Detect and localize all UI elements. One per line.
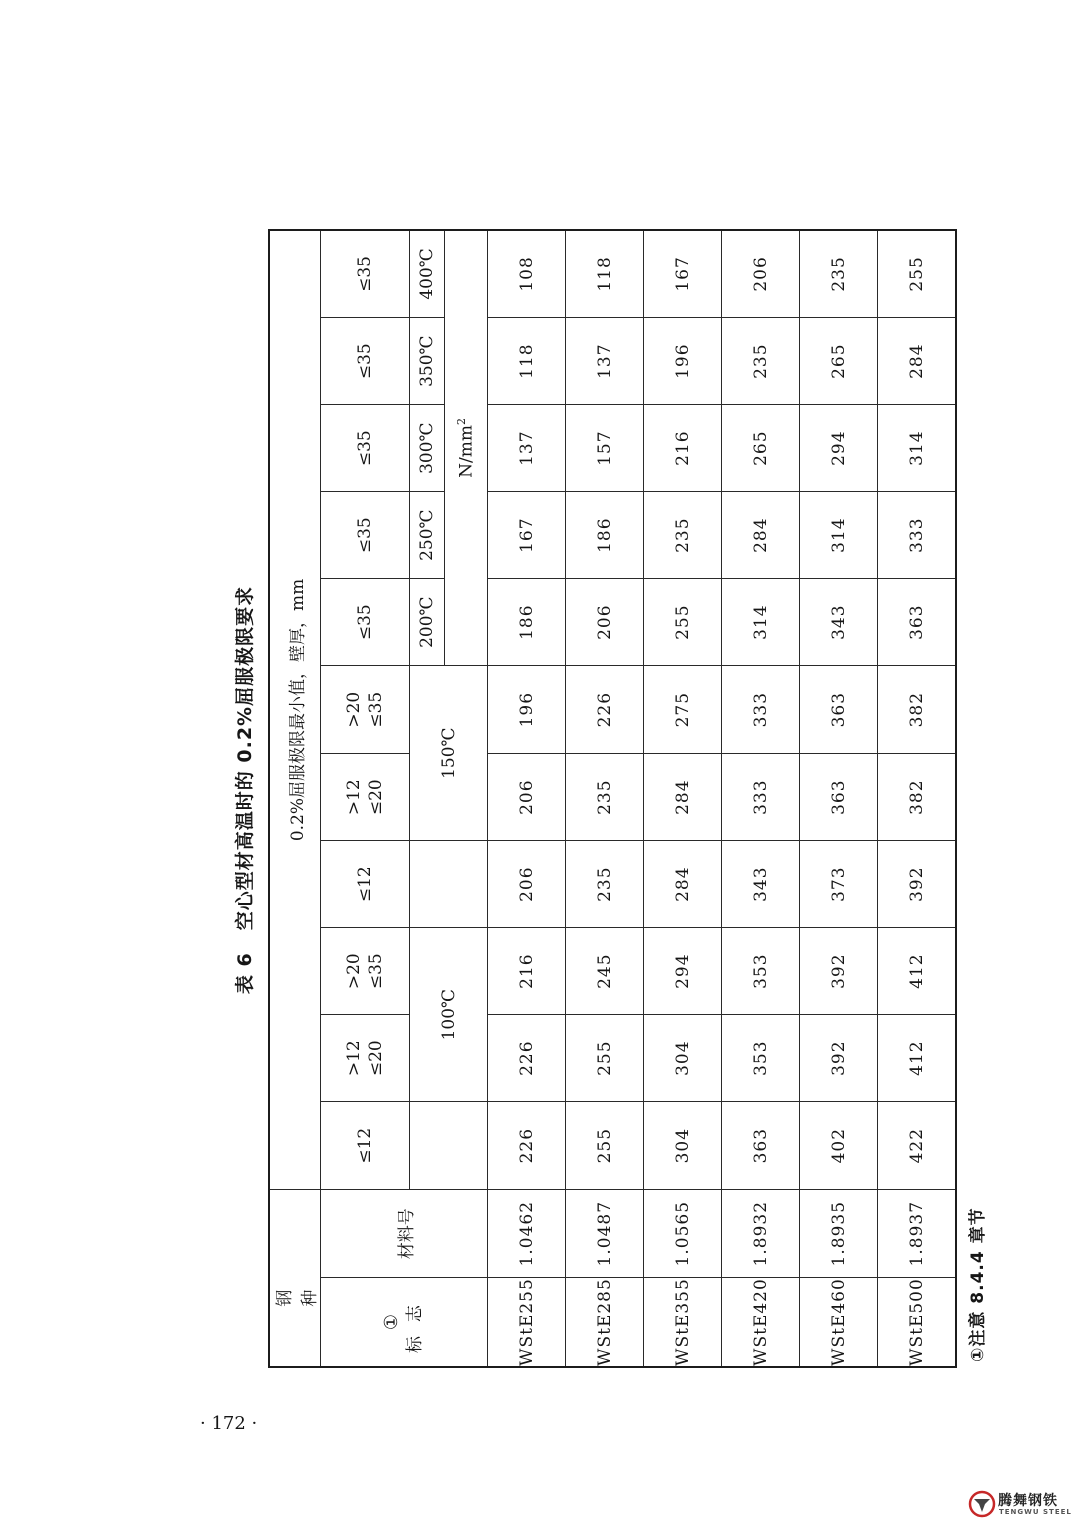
thickness-cell <box>321 1015 410 1102</box>
value-cell: 294 <box>800 405 878 492</box>
table-caption <box>230 190 257 1390</box>
thickness-label: ≤35 <box>355 256 375 292</box>
value-cell: 265 <box>722 405 800 492</box>
value-cell: 333 <box>878 492 957 579</box>
row-material: 1.8935 <box>800 1190 878 1278</box>
table-row <box>878 230 957 1367</box>
value-cell: 304 <box>644 1015 722 1102</box>
header-steel-grade: 钢 种 <box>269 1190 321 1367</box>
value-cell: 137 <box>566 318 644 405</box>
yield-strength-table <box>268 229 957 1368</box>
unit-superscript: 2 <box>455 418 469 426</box>
temperature-300: 300℃ <box>410 405 445 492</box>
value-cell: 314 <box>878 405 957 492</box>
value-cell: 255 <box>878 230 957 318</box>
value-cell: 255 <box>644 579 722 666</box>
value-cell: 226 <box>488 1102 566 1190</box>
value-cell: 392 <box>800 928 878 1015</box>
row-mark: WStE460 <box>800 1278 878 1367</box>
temp-cell-100-cont <box>445 1102 488 1190</box>
value-cell: 226 <box>566 666 644 754</box>
thickness-cell <box>321 754 410 841</box>
temperature-100: 100℃ <box>410 928 488 1102</box>
thickness-cell <box>321 318 410 405</box>
value-cell: 245 <box>566 928 644 1015</box>
unit-text: N/mm <box>456 425 477 478</box>
thickness-label: >12 <box>344 779 364 816</box>
row-material: 1.8932 <box>722 1190 800 1278</box>
thickness-label: ≤35 <box>355 604 375 641</box>
table-row <box>722 230 800 1367</box>
value-cell: 167 <box>488 492 566 579</box>
thickness-cell <box>321 405 410 492</box>
value-cell: 402 <box>800 1102 878 1190</box>
value-cell: 314 <box>800 492 878 579</box>
thickness-label: ≤12 <box>355 866 375 903</box>
value-cell: 157 <box>566 405 644 492</box>
temperature-150: 150℃ <box>410 666 488 841</box>
thickness-label: ≤20 <box>366 1040 386 1077</box>
thickness-cell <box>321 492 410 579</box>
value-cell: 255 <box>566 1015 644 1102</box>
thickness-label: ≤12 <box>355 1127 375 1164</box>
header-row-1 <box>269 230 321 1367</box>
value-cell: 284 <box>644 754 722 841</box>
value-cell: 255 <box>566 1102 644 1190</box>
value-cell: 235 <box>644 492 722 579</box>
row-mark: WStE420 <box>722 1278 800 1367</box>
table-row <box>566 230 644 1367</box>
table-title: 空心型材高温时的 0.2%屈服极限要求 <box>234 585 256 931</box>
temperature-400: 400℃ <box>410 230 445 318</box>
value-cell: 284 <box>878 318 957 405</box>
value-cell: 412 <box>878 1015 957 1102</box>
value-cell: 363 <box>800 754 878 841</box>
header-row-2 <box>321 230 410 1367</box>
value-cell: 186 <box>566 492 644 579</box>
value-cell: 343 <box>722 841 800 928</box>
value-cell: 137 <box>488 405 566 492</box>
value-cell: 314 <box>722 579 800 666</box>
value-cell: 353 <box>722 1015 800 1102</box>
value-cell: 118 <box>488 318 566 405</box>
value-cell: 333 <box>722 754 800 841</box>
row-material: 1.0462 <box>488 1190 566 1278</box>
header-mark-circle: ① <box>381 1314 402 1331</box>
value-cell: 206 <box>488 841 566 928</box>
temp-cell-150-cont <box>445 841 488 928</box>
value-cell: 108 <box>488 230 566 318</box>
value-cell: 206 <box>722 230 800 318</box>
value-cell: 392 <box>800 1015 878 1102</box>
value-cell: 422 <box>878 1102 957 1190</box>
row-material: 1.8937 <box>878 1190 957 1278</box>
temp-cell-150 <box>410 841 445 928</box>
value-cell: 118 <box>566 230 644 318</box>
value-cell: 235 <box>722 318 800 405</box>
value-cell: 196 <box>488 666 566 754</box>
value-cell: 392 <box>878 841 957 928</box>
table-number: 表 6 <box>234 952 256 995</box>
temp-cell-100 <box>410 1102 445 1190</box>
rotated-content <box>220 190 1040 1390</box>
row-mark: WStE500 <box>878 1278 957 1367</box>
value-cell: 412 <box>878 928 957 1015</box>
thickness-label: >20 <box>344 953 364 990</box>
value-cell: 333 <box>722 666 800 754</box>
logo-subtitle: TENGWU STEEL <box>999 1508 1072 1516</box>
table-row <box>488 230 566 1367</box>
header-mark-label: 标志 <box>405 1291 425 1354</box>
value-cell: 226 <box>488 1015 566 1102</box>
watermark-logo <box>968 1488 1086 1522</box>
thickness-cell <box>321 230 410 318</box>
value-cell: 167 <box>644 230 722 318</box>
value-cell: 265 <box>800 318 878 405</box>
row-mark: WStE255 <box>488 1278 566 1367</box>
value-cell: 304 <box>644 1102 722 1190</box>
thickness-label: >12 <box>344 1040 364 1077</box>
thickness-label: ≤35 <box>366 953 386 990</box>
thickness-label: >20 <box>344 691 364 728</box>
row-mark: WStE355 <box>644 1278 722 1367</box>
value-cell: 206 <box>488 754 566 841</box>
thickness-label: ≤35 <box>355 430 375 467</box>
value-cell: 216 <box>644 405 722 492</box>
table-row <box>644 230 722 1367</box>
thickness-cell <box>321 579 410 666</box>
thickness-label: ≤35 <box>366 691 386 728</box>
value-cell: 363 <box>722 1102 800 1190</box>
temperature-350: 350℃ <box>410 318 445 405</box>
tengwu-logo-icon <box>968 1490 996 1518</box>
thickness-label: ≤20 <box>366 779 386 816</box>
thickness-label: ≤35 <box>355 517 375 554</box>
value-cell: 206 <box>566 579 644 666</box>
value-cell: 373 <box>800 841 878 928</box>
value-cell: 196 <box>644 318 722 405</box>
temperature-250: 250℃ <box>410 492 445 579</box>
value-cell: 235 <box>566 754 644 841</box>
thickness-cell <box>321 928 410 1015</box>
value-cell: 284 <box>722 492 800 579</box>
thickness-cell <box>321 841 410 928</box>
footnote: ①注意 8.4.4 章节 <box>968 1207 988 1362</box>
value-cell: 382 <box>878 666 957 754</box>
table-row <box>800 230 878 1367</box>
value-cell: 186 <box>488 579 566 666</box>
value-cell: 382 <box>878 754 957 841</box>
unit-label <box>445 230 488 666</box>
value-cell: 275 <box>644 666 722 754</box>
temperature-200: 200℃ <box>410 579 445 666</box>
thickness-cell <box>321 1102 410 1190</box>
header-material-number: 材料号 <box>321 1190 488 1278</box>
thickness-label: ≤35 <box>355 343 375 380</box>
value-cell: 216 <box>488 928 566 1015</box>
header-main-title: 0.2%屈服极限最小值，壁厚，mm <box>269 230 321 1190</box>
value-cell: 363 <box>878 579 957 666</box>
row-material: 1.0487 <box>566 1190 644 1278</box>
value-cell: 294 <box>644 928 722 1015</box>
page-number: · 172 · <box>200 1413 258 1434</box>
header-mark <box>321 1278 488 1367</box>
value-cell: 235 <box>566 841 644 928</box>
value-cell: 235 <box>800 230 878 318</box>
row-material: 1.0565 <box>644 1190 722 1278</box>
value-cell: 343 <box>800 579 878 666</box>
value-cell: 363 <box>800 666 878 754</box>
value-cell: 353 <box>722 928 800 1015</box>
row-mark: WStE285 <box>566 1278 644 1367</box>
thickness-cell <box>321 666 410 754</box>
logo-name: 腾舞钢铁 <box>998 1493 1058 1509</box>
value-cell: 284 <box>644 841 722 928</box>
